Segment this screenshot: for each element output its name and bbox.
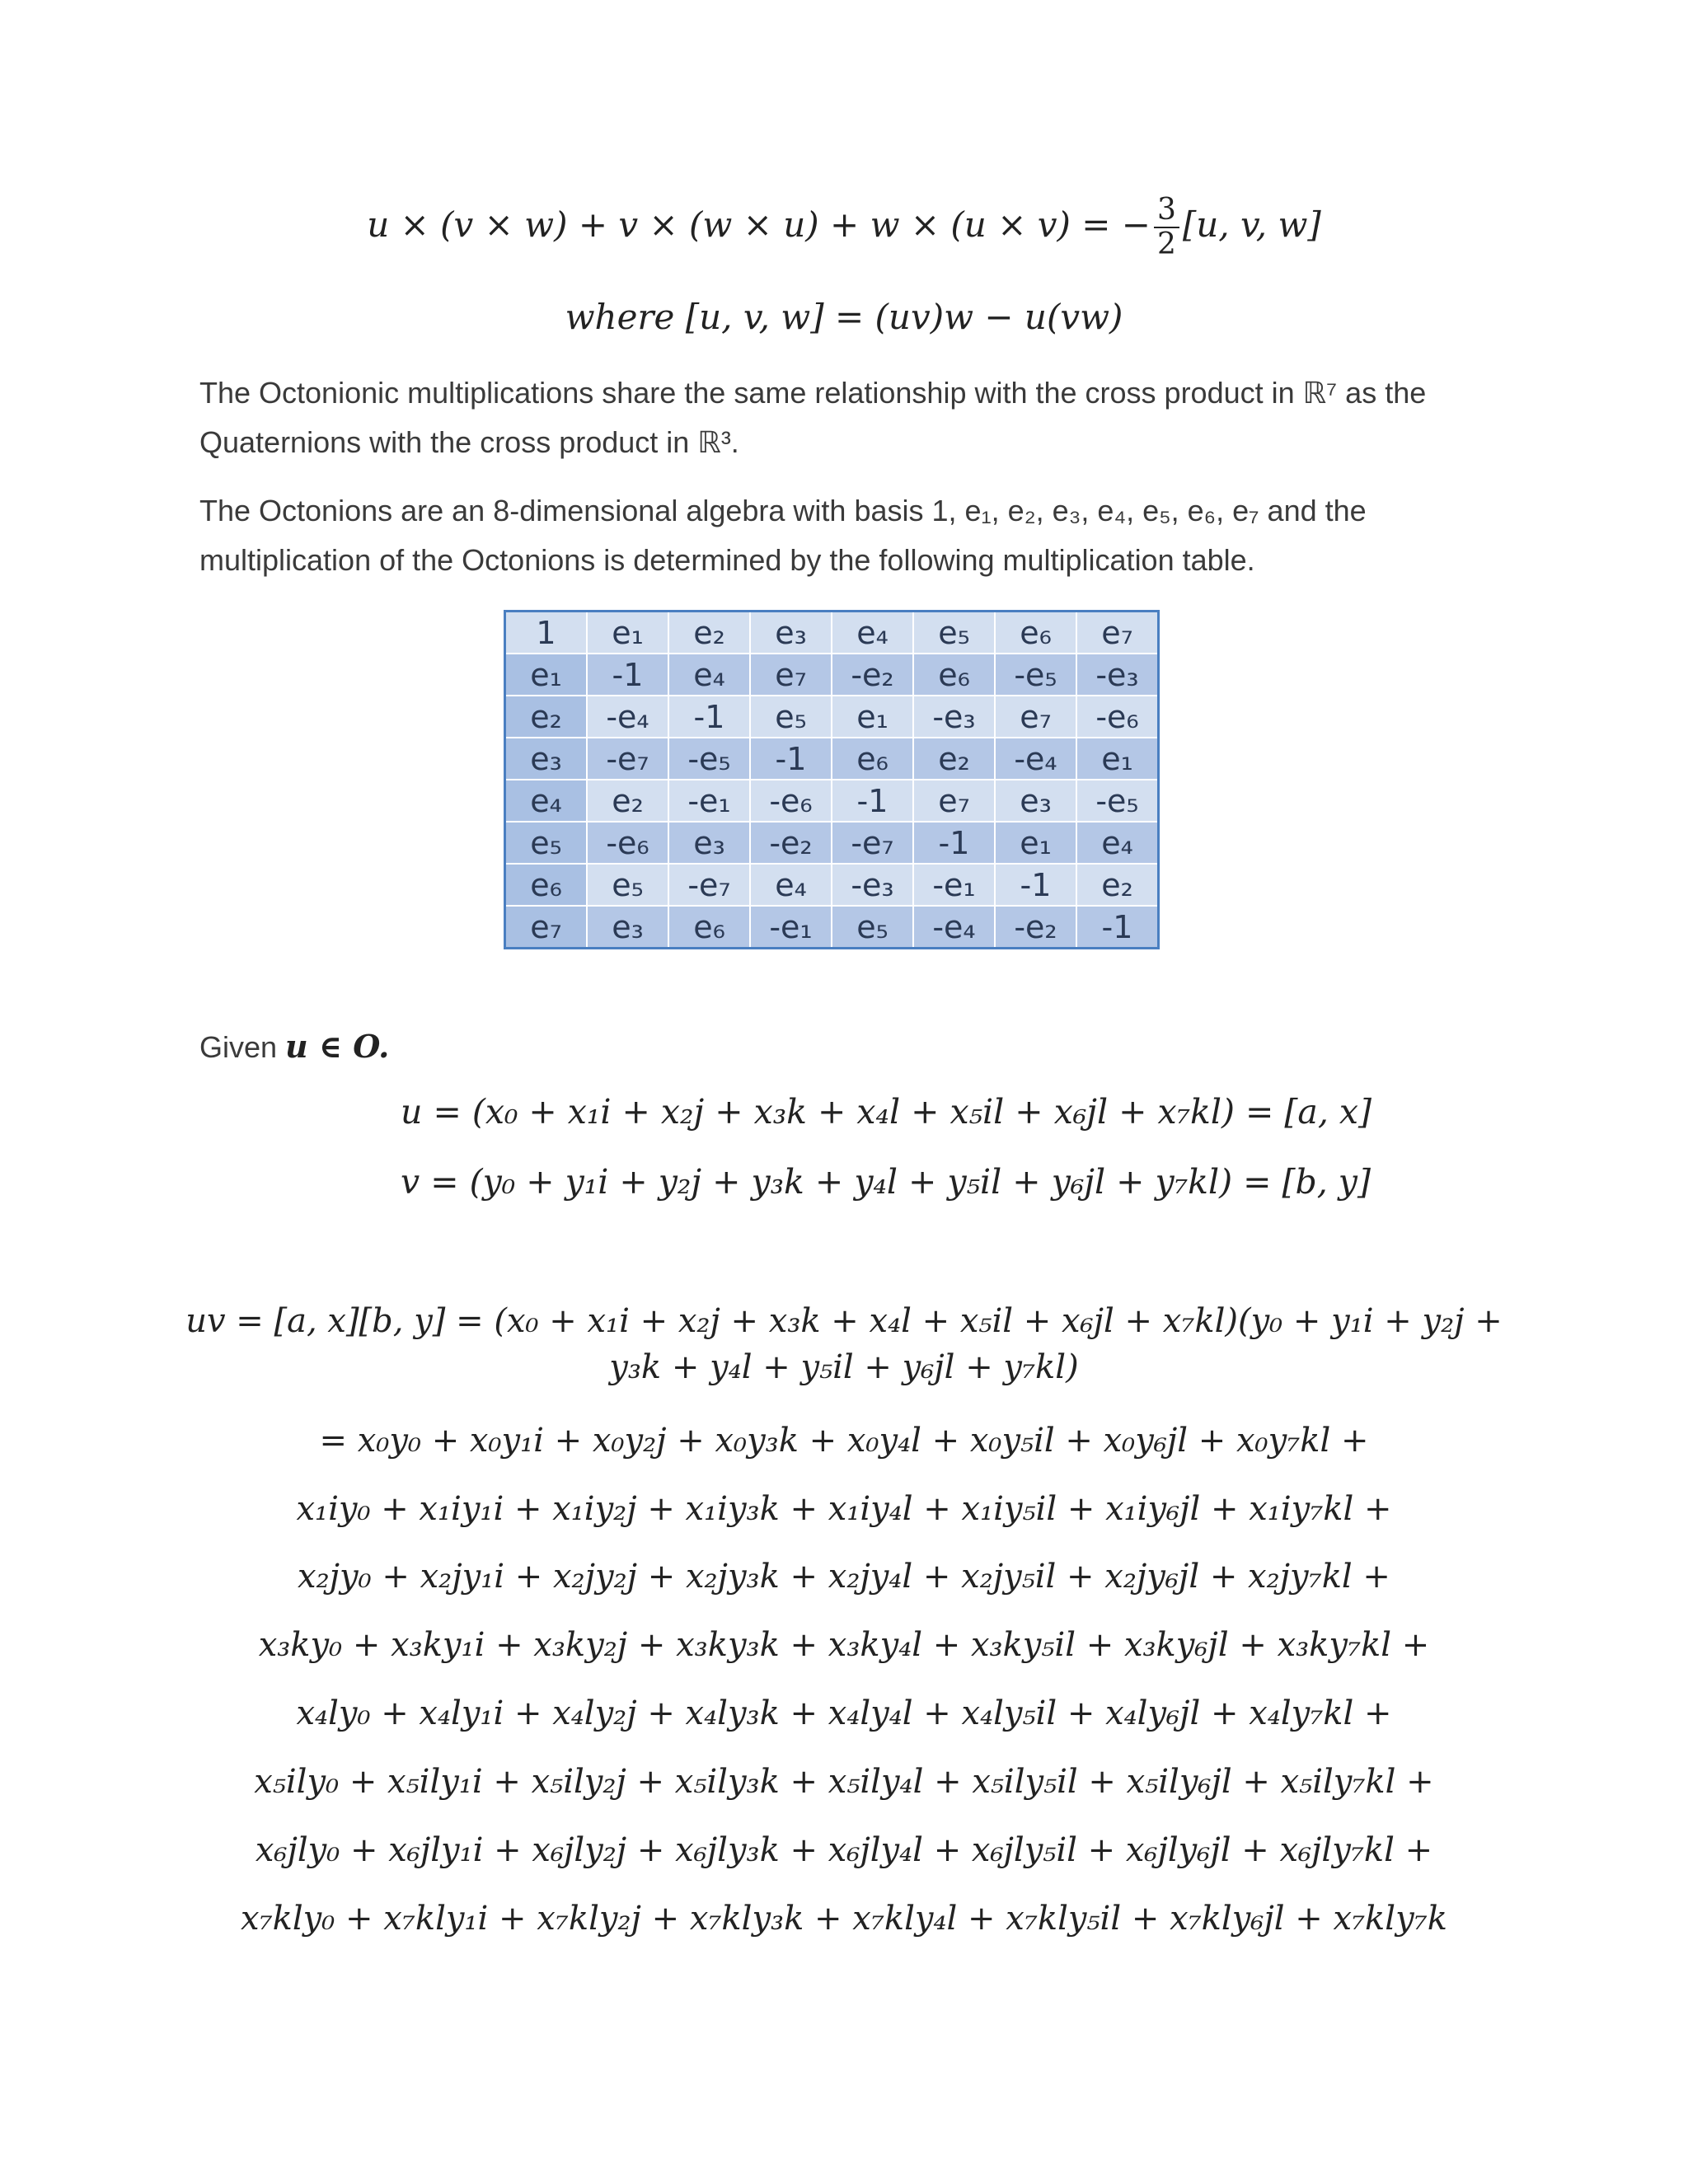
given-line <box>199 1022 859 1072</box>
paragraph-octonion-basis <box>199 486 1601 585</box>
table-cell: e₁ <box>995 822 1076 864</box>
table-header-cell: e₃ <box>505 738 588 780</box>
table-cell: -e₁ <box>913 864 995 906</box>
table-row <box>505 654 1159 696</box>
table-cell: -e₆ <box>1076 696 1159 738</box>
table-cell: e₆ <box>668 906 750 949</box>
table-header-cell: e₁ <box>505 654 588 696</box>
table-row <box>505 780 1159 822</box>
table-cell: -1 <box>832 780 913 822</box>
table-cell: -e₁ <box>668 780 750 822</box>
table-header-cell: e₅ <box>505 822 588 864</box>
fraction-numerator: 3 <box>1154 194 1179 228</box>
table-header-cell: e₅ <box>913 612 995 654</box>
jacobi-left: u × (v × w) + v × (w × u) + w × (u × v) = − <box>367 204 1151 245</box>
expansion-line: x₄ly₀ + x₄ly₁i + x₄ly₂j + x₄ly₃k + x₄ly₄l + x₄ly₅il + x₄ly₆jl + x₄ly₇kl + <box>296 1694 1392 1732</box>
table-cell: e₂ <box>1076 864 1159 906</box>
table-cell: e₆ <box>832 738 913 780</box>
table-row <box>505 738 1159 780</box>
table-row <box>505 696 1159 738</box>
jacobi-equation <box>0 194 1688 261</box>
table-cell: -e₂ <box>832 654 913 696</box>
table-header-cell: e₆ <box>995 612 1076 654</box>
expansion-line: x₂jy₀ + x₂jy₁i + x₂jy₂j + x₂jy₃k + x₂jy₄l + x₂jy₅il + x₂jy₆jl + x₂jy₇kl + <box>298 1558 1390 1596</box>
paragraph-line: The Octonions are an 8-dimensional algebra with basis 1, e₁, e₂, e₃, e₄, e₅, e₆, e₇ and the <box>199 494 1367 527</box>
expansion-line: = x₀y₀ + x₀y₁i + x₀y₂j + x₀y₃k + x₀y₄l + x₀y₅il + x₀y₆jl + x₀y₇kl + <box>319 1422 1369 1460</box>
table-cell: e₇ <box>913 780 995 822</box>
jacobi-right: [u, v, w] <box>1182 204 1321 245</box>
table-cell: -1 <box>995 864 1076 906</box>
table-header-cell: e₇ <box>505 906 588 949</box>
expansion-line: x₆jly₀ + x₆jly₁i + x₆jly₂j + x₆jly₃k + x₆jly₄l + x₆jly₅il + x₆jly₆jl + x₆jly₇kl + <box>255 1831 1433 1869</box>
table-cell: e₄ <box>1076 822 1159 864</box>
paragraph-line: The Octonionic multiplications share the same relationship with the cross product in ℝ⁷ as the <box>199 376 1427 410</box>
paragraph-cross-product <box>199 368 1601 467</box>
expansion-line: x₇kly₀ + x₇kly₁i + x₇kly₂j + x₇kly₃k + x₇kly₄l + x₇kly₅il + x₇kly₆jl + x₇kly₇k <box>241 1900 1447 1938</box>
table-cell: -e₃ <box>832 864 913 906</box>
table-cell: e₃ <box>587 906 668 949</box>
table-cell: -e₇ <box>587 738 668 780</box>
table-cell: -1 <box>587 654 668 696</box>
table-cell: e₄ <box>668 654 750 696</box>
table-cell: e₇ <box>995 696 1076 738</box>
table-cell: -e₄ <box>995 738 1076 780</box>
octonion-multiplication-table <box>504 610 1160 949</box>
table-header-cell: e₄ <box>505 780 588 822</box>
table-cell: -e₂ <box>750 822 832 864</box>
fraction <box>1154 194 1179 261</box>
table-header-cell: e₆ <box>505 864 588 906</box>
table-cell: e₃ <box>995 780 1076 822</box>
table-cell: -e₇ <box>832 822 913 864</box>
expansion-line: x₅ily₀ + x₅ily₁i + x₅ily₂j + x₅ily₃k + x₅ily₄l + x₅ily₅il + x₅ily₆jl + x₅ily₇kl + <box>254 1763 1434 1801</box>
uv-product-line2: y₃k + y₄l + y₅il + y₆jl + y₇kl) <box>609 1348 1079 1386</box>
paragraph-line: multiplication of the Octonions is determined by the following multiplication table. <box>199 543 1255 577</box>
table-cell: -e₃ <box>913 696 995 738</box>
table-cell: e₇ <box>750 654 832 696</box>
table-cell: e₅ <box>832 906 913 949</box>
given-math: u ∈ O. <box>285 1028 390 1065</box>
table-row <box>505 612 1159 654</box>
table-cell: -e₃ <box>1076 654 1159 696</box>
v-definition: v = (y₀ + y₁i + y₂j + y₃k + y₄l + y₅il + y₆jl + y₇kl) = [b, y] <box>401 1162 1371 1202</box>
table-header-cell: e₂ <box>505 696 588 738</box>
table-cell: -e₆ <box>750 780 832 822</box>
u-definition: u = (x₀ + x₁i + x₂j + x₃k + x₄l + x₅il + x₆jl + x₇kl) = [a, x] <box>401 1092 1372 1132</box>
table-cell: -1 <box>913 822 995 864</box>
table-cell: -e₅ <box>1076 780 1159 822</box>
expansion-line: x₃ky₀ + x₃ky₁i + x₃ky₂j + x₃ky₃k + x₃ky₄l + x₃ky₅il + x₃ky₆jl + x₃ky₇kl + <box>258 1626 1430 1664</box>
table-cell: e₁ <box>1076 738 1159 780</box>
table-header-cell: e₇ <box>1076 612 1159 654</box>
table-cell: e₄ <box>750 864 832 906</box>
where-equation: where [u, v, w] = (uv)w − u(vw) <box>565 297 1123 337</box>
table-header-cell: e₄ <box>832 612 913 654</box>
uv-product-line1: uv = [a, x][b, y] = (x₀ + x₁i + x₂j + x₃k + x₄l + x₅il + x₆jl + x₇kl)(y₀ + y₁i + y₂j + <box>185 1302 1503 1340</box>
table-cell: e₅ <box>587 864 668 906</box>
table-cell: -1 <box>750 738 832 780</box>
table-row <box>505 864 1159 906</box>
table-cell: -e₄ <box>587 696 668 738</box>
table-header-cell: e₁ <box>587 612 668 654</box>
table-cell: -e₁ <box>750 906 832 949</box>
table-cell: -e₂ <box>995 906 1076 949</box>
table-cell: e₆ <box>913 654 995 696</box>
table-cell: e₁ <box>832 696 913 738</box>
table-row <box>505 822 1159 864</box>
table-row <box>505 906 1159 949</box>
table-cell: e₂ <box>913 738 995 780</box>
paragraph-line: Quaternions with the cross product in ℝ³. <box>199 425 739 459</box>
expansion-line: x₁iy₀ + x₁iy₁i + x₁iy₂j + x₁iy₃k + x₁iy₄l + x₁iy₅il + x₁iy₆jl + x₁iy₇kl + <box>296 1490 1392 1528</box>
table-header-cell: e₂ <box>668 612 750 654</box>
table-cell: -e₅ <box>668 738 750 780</box>
table-cell: e₃ <box>668 822 750 864</box>
table-cell: e₅ <box>750 696 832 738</box>
table-cell: -e₄ <box>913 906 995 949</box>
table-cell: -1 <box>668 696 750 738</box>
table-cell: -e₇ <box>668 864 750 906</box>
table-header-cell: 1 <box>505 612 588 654</box>
table-cell: -e₅ <box>995 654 1076 696</box>
given-prefix: Given <box>199 1030 286 1064</box>
table-header-cell: e₃ <box>750 612 832 654</box>
fraction-denominator: 2 <box>1156 227 1176 261</box>
table-cell: -1 <box>1076 906 1159 949</box>
table-cell: e₂ <box>587 780 668 822</box>
table-cell: -e₆ <box>587 822 668 864</box>
